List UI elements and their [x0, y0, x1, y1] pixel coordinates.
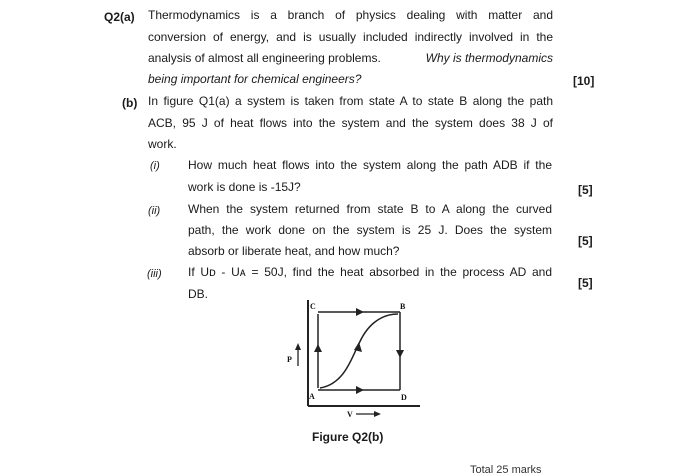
subquestion-iii-marks: [5] [578, 276, 593, 290]
subquestion-ii-line-3: absorb or liberate heat, and how much? [188, 244, 400, 258]
question-2a-italic-tail: Why is thermodynamics [425, 51, 553, 65]
arrow-a-to-d-icon [356, 386, 364, 394]
arrow-b-to-d-icon [396, 350, 404, 358]
subquestion-ii-line-2: path, the work done on the system is 25 J. Does the system [188, 223, 552, 237]
question-2b-line-1: In figure Q1(a) a system is taken from state A to state B along the path [148, 94, 553, 108]
subquestion-ii-marks: [5] [578, 234, 593, 248]
question-2b-label: (b) [122, 96, 138, 110]
subquestion-ii-number: (ii) [148, 205, 161, 217]
arrow-a-to-c-icon [314, 344, 322, 352]
subquestion-iii-line-2: DB. [188, 287, 209, 301]
subquestion-i-line-1: How much heat flows into the system along the path ADB if the [188, 158, 552, 172]
p-axis-label: P [287, 355, 292, 364]
point-b-label: B [400, 302, 406, 311]
question-2a-line-3 [148, 48, 553, 70]
arrow-c-to-b-icon [356, 308, 364, 316]
question-2b-line-3: work. [148, 137, 177, 151]
question-2a-line-3-text: analysis of almost all engineering problems. [148, 51, 381, 65]
subquestion-i-number: (i) [150, 160, 160, 172]
figure-caption: Figure Q2(b) [312, 430, 384, 444]
point-a-label: A [309, 392, 315, 401]
subquestion-i-line-2: work is done is -15J? [188, 180, 301, 194]
question-2a-line-2: conversion of energy, and is usually included indirectly involved in the [148, 30, 553, 44]
subquestion-iii-number: (iii) [147, 268, 162, 280]
p-direction-arrow-icon [295, 343, 301, 350]
question-2a-italic-line: being important for chemical engineers? [148, 72, 362, 86]
subquestion-i-marks: [5] [578, 183, 593, 197]
question-2a-label: Q2(a) [104, 10, 135, 24]
subquestion-ii-line-1: When the system returned from state B to A along the curved [188, 202, 552, 216]
v-direction-arrow-icon [374, 411, 381, 417]
v-axis-label: V [347, 410, 353, 419]
question-2b-line-2: ACB, 95 J of heat flows into the system and the system does 38 J of [148, 116, 553, 130]
subquestion-iii-line-1: If Uᴅ - Uᴀ = 50J, find the heat absorbed in the process AD and [188, 265, 552, 279]
total-marks-footer: Total 25 marks [470, 464, 542, 476]
point-c-label: C [310, 302, 316, 311]
pv-diagram-figure [280, 296, 430, 426]
question-2a-line-1: Thermodynamics is a branch of physics dealing with matter and [148, 8, 553, 22]
question-2a-marks: [10] [573, 74, 595, 88]
point-d-label: D [401, 393, 407, 402]
